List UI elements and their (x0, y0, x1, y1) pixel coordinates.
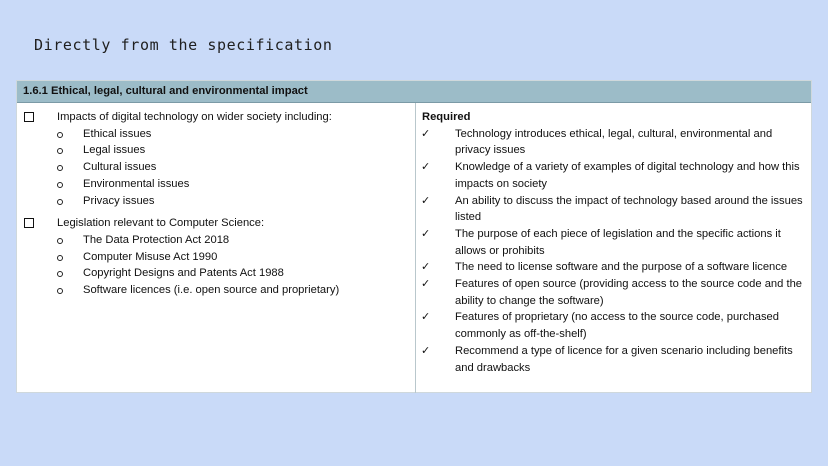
topics-column (17, 103, 416, 393)
list-item (17, 176, 415, 193)
check-mark-icon: ✓ (421, 126, 431, 140)
list-item-label: Copyright Designs and Patents Act 1988 (83, 267, 284, 280)
circle-bullet-icon (57, 132, 63, 138)
required-item-text: The need to license software and the purpose of a software licence (455, 261, 788, 274)
check-mark-icon: ✓ (421, 160, 431, 174)
circle-bullet-icon (57, 199, 63, 205)
list-item-label: Computer Misuse Act 1990 (83, 250, 218, 263)
required-item (416, 309, 811, 342)
spec-heading: 1.6.1 Ethical, legal, cultural and environmental impact (17, 81, 811, 103)
required-item (416, 193, 811, 226)
check-mark-icon: ✓ (421, 260, 431, 274)
required-item (416, 259, 811, 276)
circle-bullet-icon (57, 255, 63, 261)
topic-sub-list (57, 126, 415, 210)
list-item (17, 126, 415, 143)
topic-label: Impacts of digital technology on wider society including: (57, 111, 332, 123)
list-item (17, 142, 415, 159)
circle-bullet-icon (57, 182, 63, 188)
required-item-text: Knowledge of a variety of examples of digital technology and how this impacts on society (455, 161, 800, 190)
spec-body (17, 103, 811, 393)
list-item (17, 159, 415, 176)
required-item-text: Features of open source (providing access to the source code and the ability to change the software) (455, 278, 803, 307)
check-mark-icon: ✓ (421, 277, 431, 291)
check-mark-icon: ✓ (421, 310, 431, 324)
required-item-text: An ability to discuss the impact of technology based around the issues listed (455, 194, 803, 224)
list-item (17, 282, 415, 299)
circle-bullet-icon (57, 165, 63, 171)
checkbox-icon (24, 112, 34, 122)
list-item-label: Software licences (i.e. open source and proprietary) (83, 284, 340, 297)
required-item (416, 159, 811, 192)
required-item (416, 343, 811, 376)
list-item (17, 193, 415, 210)
circle-bullet-icon (57, 238, 63, 244)
required-item-text: Technology introduces ethical, legal, cultural, environmental and privacy issues (455, 127, 773, 157)
required-item (416, 226, 811, 259)
list-item-label: Environmental issues (83, 177, 190, 190)
specification-table (16, 80, 812, 393)
requirements-column (416, 103, 811, 393)
list-item-label: Cultural issues (83, 161, 157, 174)
slide-title: Directly from the specification (34, 36, 333, 54)
required-item (416, 126, 811, 159)
list-item (17, 249, 415, 266)
check-mark-icon: ✓ (421, 193, 431, 207)
checkbox-icon (24, 218, 34, 228)
circle-bullet-icon (57, 271, 63, 277)
required-item-text: Recommend a type of licence for a given scenario including benefits and drawbacks (455, 344, 793, 374)
list-item (17, 232, 415, 249)
topic-impacts (17, 109, 415, 209)
check-mark-icon: ✓ (421, 343, 431, 357)
required-item (416, 276, 811, 309)
check-mark-icon: ✓ (421, 226, 431, 240)
topic-sub-list (57, 232, 415, 299)
list-item-label: The Data Protection Act 2018 (83, 233, 230, 246)
topic-legislation (17, 215, 415, 299)
list-item (17, 265, 415, 282)
list-item-label: Privacy issues (83, 194, 155, 207)
list-item-label: Legal issues (83, 144, 146, 157)
required-item-text: Features of proprietary (no access to the source code, purchased commonly as off-the-shelf) (455, 311, 779, 341)
circle-bullet-icon (57, 288, 63, 294)
required-item-text: The purpose of each piece of legislation and the specific actions it allows or prohibits (455, 227, 781, 257)
list-item-label: Ethical issues (83, 127, 152, 140)
topic-label: Legislation relevant to Computer Science: (57, 217, 265, 230)
required-list (416, 126, 811, 377)
required-heading: Required (422, 111, 471, 123)
circle-bullet-icon (57, 148, 63, 154)
